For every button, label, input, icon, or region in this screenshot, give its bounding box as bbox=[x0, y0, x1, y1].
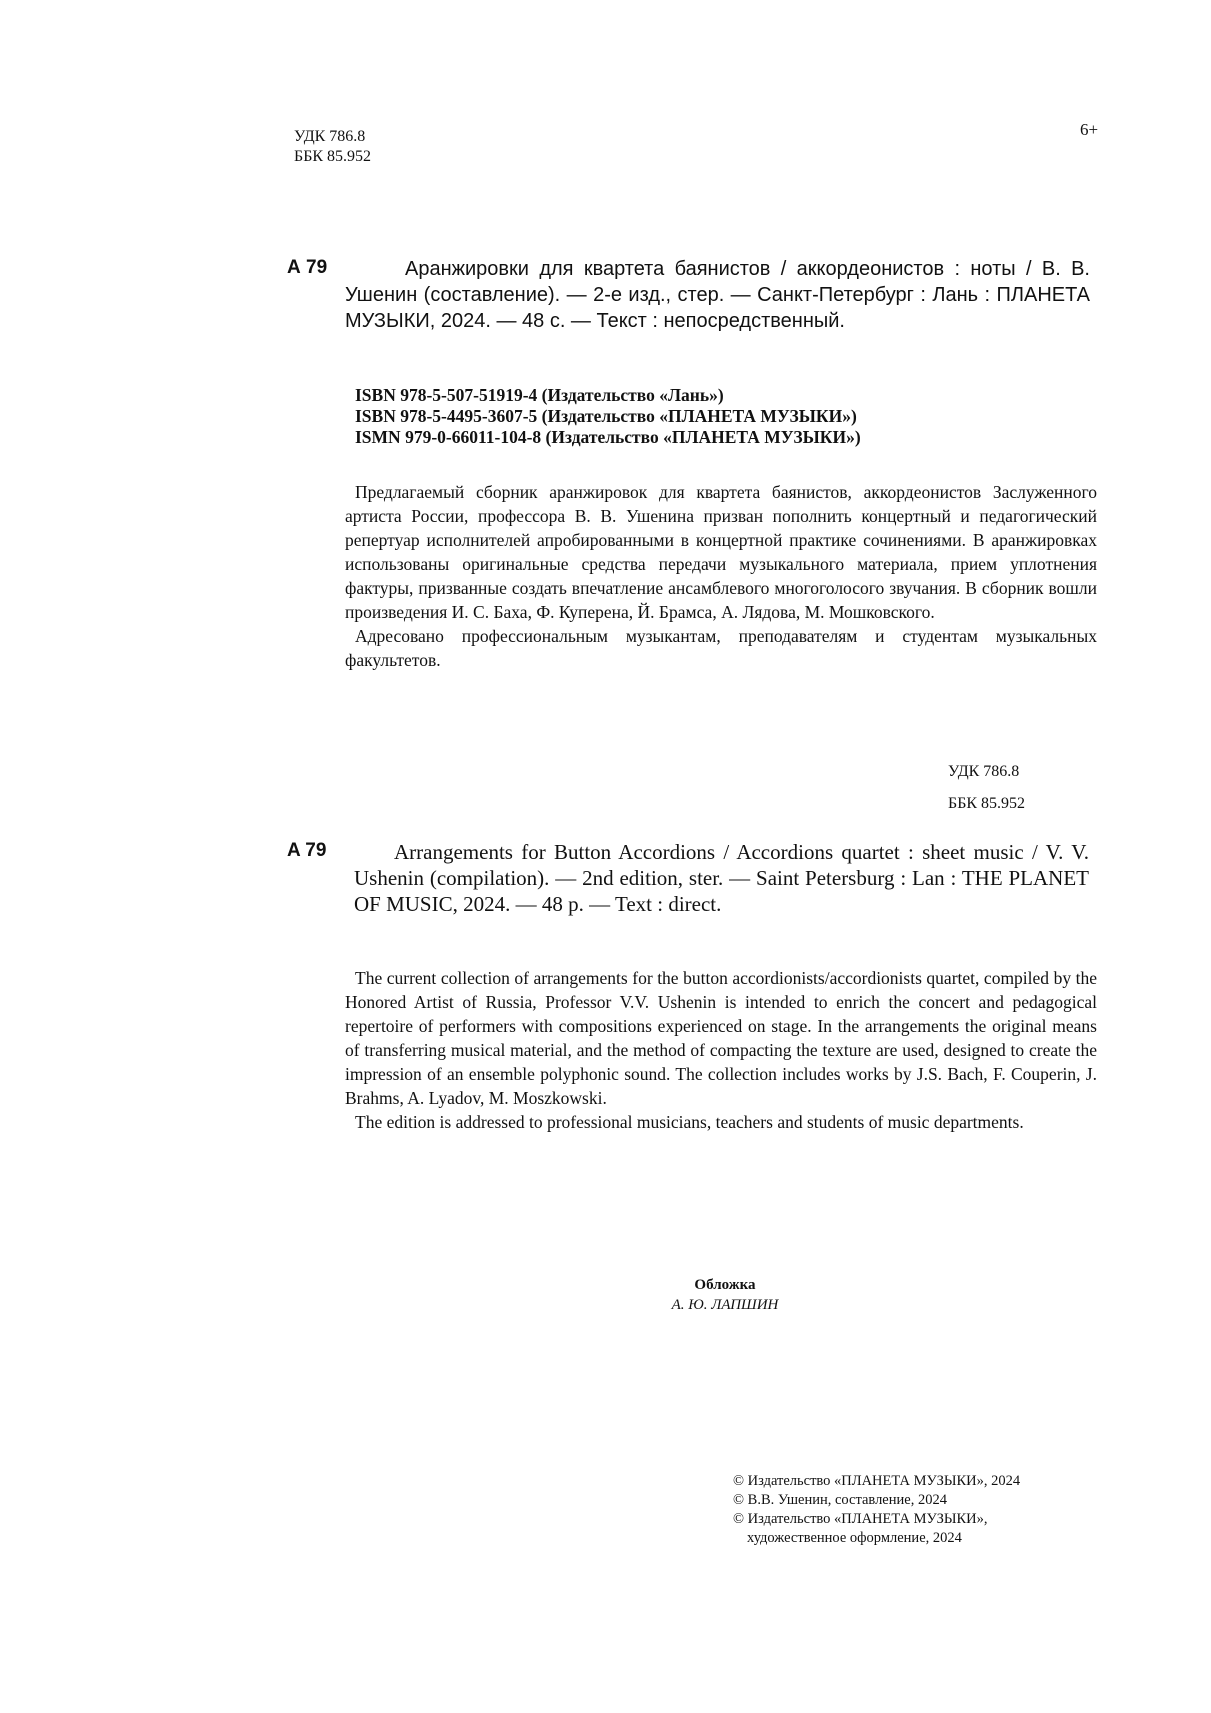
udk-bbk-top bbox=[294, 127, 371, 167]
udk-code: УДК 786.8 bbox=[948, 763, 1020, 780]
ismn-planeta: ISMN 979-0-66011-104-8 (Издательство «ПЛАНЕТА МУЗЫКИ») bbox=[355, 427, 861, 447]
cover-credit bbox=[560, 1275, 890, 1315]
isbn-planeta: ISBN 978-5-4495-3607-5 (Издательство «ПЛАНЕТА МУЗЫКИ») bbox=[355, 406, 857, 426]
ru-annotation-paragraph: Предлагаемый сборник аранжировок для квартета баянистов, аккордеонистов Заслуженного артиста России, профессора В. В. Ушенина призван пополнить концертный и педагогический репертуар исполнителей апробированными в концертной практике сочинениями. В аранжировках использованы оригинальные средства передачи музыкального материала, прием уплотнения фактуры, призванные создать впечатление ансамблевого многоголосого звучания. В сборник вошли произведения И. С. Баха, Ф. Куперена, Й. Брамса, А. Лядова, М. Мошковского. bbox=[345, 482, 1097, 622]
age-rating: 6+ bbox=[1080, 120, 1099, 139]
udk-code: УДК 786.8 bbox=[294, 128, 366, 145]
isbn-lan: ISBN 978-5-507-51919-4 (Издательство «Лань») bbox=[355, 385, 724, 405]
copyright-line: © Издательство «ПЛАНЕТА МУЗЫКИ», bbox=[733, 1511, 988, 1527]
en-annotation-paragraph: The edition is addressed to professional musicians, teachers and students of music departments. bbox=[355, 1112, 1024, 1132]
ru-annotation bbox=[345, 480, 1097, 672]
copyright-line: © Издательство «ПЛАНЕТА МУЗЫКИ», 2024 bbox=[733, 1473, 1021, 1489]
isbn-block bbox=[355, 385, 861, 448]
cover-title: Обложка bbox=[694, 1277, 756, 1293]
copyright-line: © В.В. Ушенин, составление, 2024 bbox=[733, 1492, 947, 1508]
en-annotation-paragraph: The current collection of arrangements for the button accordionists/accordionists quartet, compiled by the Honored Artist of Russia, Professor V.V. Ushenin is intended to enrich the concert and pedagogical repertoire of performers with compositions experienced on stage. In the arrangements the original means of transferring musical material, and the method of compacting the texture are used, designed to create the impression of an ensemble polyphonic sound. The collection includes works by J.S. Bach, F. Couperin, J. Brahms, A. Lyadov, M. Moszkowski. bbox=[345, 968, 1097, 1108]
copyright-block bbox=[733, 1472, 1020, 1548]
cover-designer: А. Ю. ЛАПШИН bbox=[671, 1297, 779, 1313]
en-annotation bbox=[345, 966, 1097, 1134]
ru-bibliographic-description: Аранжировки для квартета баянистов / аккордеонистов : ноты / В. В. Ушенин (составление). — 2-е изд., стер. — Санкт-Петербург : Лань : ПЛАНЕТА МУЗЫКИ, 2024. — 48 с. — Текст : непосредственный. bbox=[345, 258, 1090, 332]
bbk-code: ББК 85.952 bbox=[294, 148, 372, 165]
copyright-line: художественное оформление, 2024 bbox=[747, 1530, 962, 1546]
en-author-mark: A 79 bbox=[287, 840, 327, 861]
ru-annotation-paragraph: Адресовано профессиональным музыкантам, преподавателям и студентам музыкальных факультетов. bbox=[345, 626, 1097, 670]
udk-bbk-mid bbox=[948, 756, 1025, 820]
en-bibliographic-description: Arrangements for Button Accordions / Accordions quartet : sheet music / V. V. Ushenin (compilation). — 2nd edition, ster. — Saint Petersburg : Lan : THE PLANET OF MUSIC, 2024. — 48 p. — Text : direct. bbox=[354, 840, 1089, 916]
ru-author-mark: А 79 bbox=[287, 257, 328, 278]
bbk-code: ББК 85.952 bbox=[948, 795, 1026, 812]
